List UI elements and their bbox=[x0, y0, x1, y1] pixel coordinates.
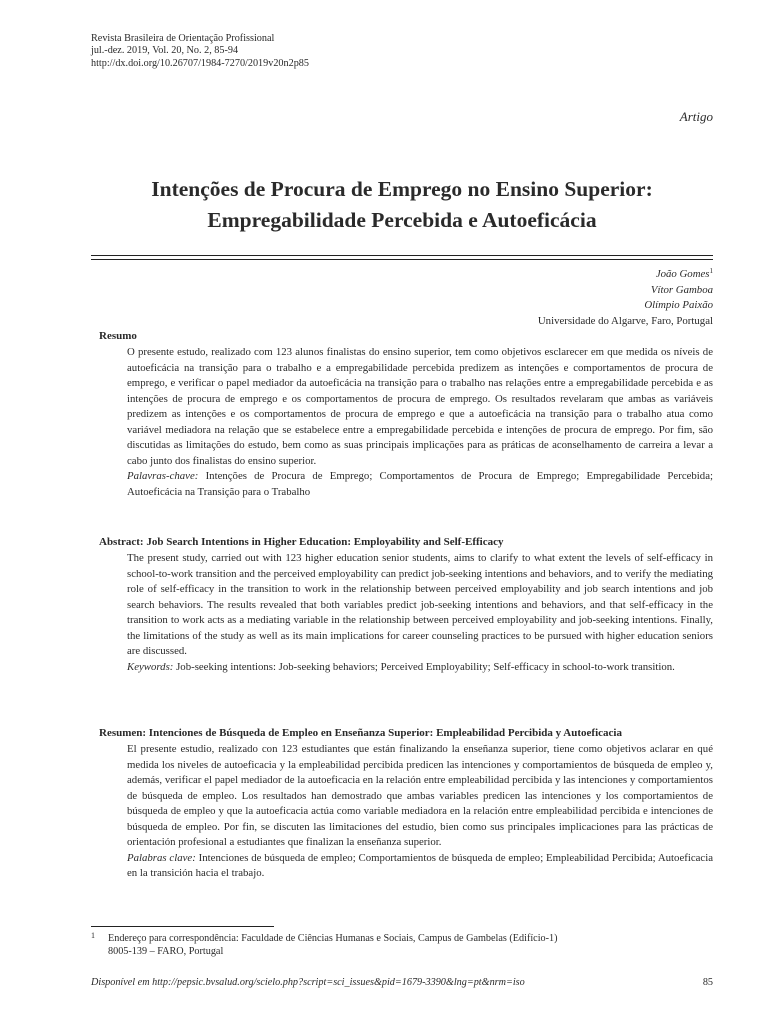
footnote bbox=[91, 929, 713, 958]
author-footnote-mark[interactable]: 1 bbox=[709, 267, 713, 275]
footnote-rule bbox=[91, 926, 274, 927]
footnote-text: Endereço para correspondência: Faculdade de Ciências Humanas e Sociais, Campus de Gambelas (Edifício-1) bbox=[108, 933, 558, 944]
author-2 bbox=[538, 283, 713, 299]
abstract-keywords: Job-seeking intentions: Job-seeking behaviors; Perceived Employability; Self-efficacy in school-to-work transition. bbox=[176, 660, 675, 673]
resumo-section bbox=[99, 329, 713, 500]
affiliation: Universidade do Algarve, Faro, Portugal bbox=[537, 314, 713, 327]
footnote-line-2: 8005-139 – FARO, Portugal bbox=[108, 946, 224, 957]
section-label: Artigo bbox=[679, 109, 713, 124]
abstract-section bbox=[99, 535, 713, 675]
resumen-text: El presente estudio, realizado con 123 estudiantes que están finalizando la enseñanza superior, tiene como objetivos aclarar en qué medida los niveles de autoeficacia y la empleabilidad percibida predicen las intenciones y comportamientos de búsqueda de empleo y, además, verificar el papel mediador de la autoeficacia en la relación entre empleabilidad percibida y las intenciones y comportamientos de búsqueda de empleo. Los resultados han demostrado que ambas variables predicen las intenciones y los comportamientos de búsqueda de empleo y que la autoeficacia actúa como variable mediadora en la relación entre empleabilidad percibida e intenciones de búsqueda de empleo. Por fin, se discuten las limitaciones del estudio, bien como sus principales implicaciones para las prácticas de orientación profesional a estudiantes que finalizan la enseñanza superior. bbox=[127, 743, 713, 848]
journal-header bbox=[91, 33, 309, 70]
availability-link[interactable]: Disponível em http://pepsic.bvsalud.org/scielo.php?script=sci_issues&pid=1679-3390&lng=pt&nrm=iso bbox=[91, 977, 525, 988]
abstract-text: The present study, carried out with 123 higher education senior students, aims to clarify to what extent the levels of self-efficacy in school-to-work transition and the perceived employability can predict job-seeking intentions and behaviors, and to verify the mediating role of self-efficacy in the transition to work in the relationship between perceived employability and job search intentions and job search behaviors. The results revealed that both variables predict job-seeking intentions and behaviors, and that self-efficacy in the transition to work acts as a mediating variable in the relationship between perceived employability and job-seeking intentions. Finally, the limitations of the study as well as its main implications for career counseling practices to be pursued with higher education seniors are discussed. bbox=[127, 552, 713, 657]
author-name: João Gomes bbox=[655, 268, 710, 280]
journal-name: Revista Brasileira de Orientação Profissional bbox=[91, 33, 275, 44]
title-line-2: Empregabilidade Percebida e Autoeficácia bbox=[207, 208, 597, 232]
article-title bbox=[91, 174, 713, 236]
title-line-1: Intenções de Procura de Emprego no Ensino Superior: bbox=[151, 177, 653, 201]
author-1 bbox=[538, 267, 713, 283]
title-rule-bottom bbox=[91, 259, 713, 260]
author-name: Vítor Gamboa bbox=[650, 283, 713, 296]
resumen-keywords-label: Palabras clave: bbox=[127, 851, 196, 864]
resumo-keywords-label: Palavras-chave: bbox=[127, 470, 199, 482]
resumo-heading: Resumo bbox=[99, 330, 137, 342]
abstract-heading: Abstract: Job Search Intentions in Higher Education: Employability and Self-Efficacy bbox=[99, 536, 504, 548]
journal-doi[interactable]: http://dx.doi.org/10.26707/1984-7270/2019v20n2p85 bbox=[91, 57, 309, 69]
abstract-keywords-label: Keywords: bbox=[127, 660, 174, 673]
title-rule-top bbox=[91, 255, 713, 256]
resumo-keywords: Intenções de Procura de Emprego; Comportamentos de Procura de Emprego; Empregabilidade Percebida; Autoeficácia na Transição para o Trabalho bbox=[127, 470, 713, 498]
journal-issue: jul.-dez. 2019, Vol. 20, No. 2, 85-94 bbox=[91, 45, 239, 57]
resumo-text: O presente estudo, realizado com 123 alunos finalistas do ensino superior, tem como objetivos esclarecer em que medida os níveis de autoeficácia na transição para o trabalho e a empregabilidade percebida predizem as intenções e comportamentos de procura de emprego, e verificar o papel mediador da autoeficácia na transição para o trabalho nas relações entre a empregabilidade percebida e as intenções de procura de emprego e os comportamentos de procura de emprego. Os resultados revelaram que ambas as variáveis predizem as intenções e os comportamentos de procura de emprego e que a autoeficácia na transição para o trabalho atua como variável mediadora na relação que se estabelece entre a empregabilidade percebida e intenções de procura de emprego. Por fim, são discutidas as limitações do estudo, bem como as suas principais implicações para as práticas de aconselhamento de carreira a levar a cabo junto dos finalistas do ensino superior. bbox=[127, 346, 713, 467]
resumen-body bbox=[127, 742, 713, 882]
footnote-mark: 1 bbox=[91, 931, 95, 940]
abstract-body bbox=[127, 551, 713, 675]
page-footer bbox=[91, 977, 713, 988]
author-block bbox=[538, 267, 713, 329]
author-3 bbox=[538, 298, 713, 314]
resumen-keywords: Intenciones de búsqueda de empleo; Comportamientos de búsqueda de empleo; Empleabilidad Percibida; Autoeficacia en la transición hacia el trabajo. bbox=[127, 851, 713, 879]
author-name: Olímpio Paixão bbox=[644, 299, 713, 312]
resumo-body bbox=[127, 345, 713, 500]
page-number: 85 bbox=[702, 977, 713, 988]
resumen-heading: Resumen: Intenciones de Búsqueda de Empleo en Enseñanza Superior: Empleabilidad Percibida y Autoeficacia bbox=[99, 727, 622, 739]
footnote-line-1 bbox=[91, 929, 713, 945]
resumen-section bbox=[99, 726, 713, 882]
